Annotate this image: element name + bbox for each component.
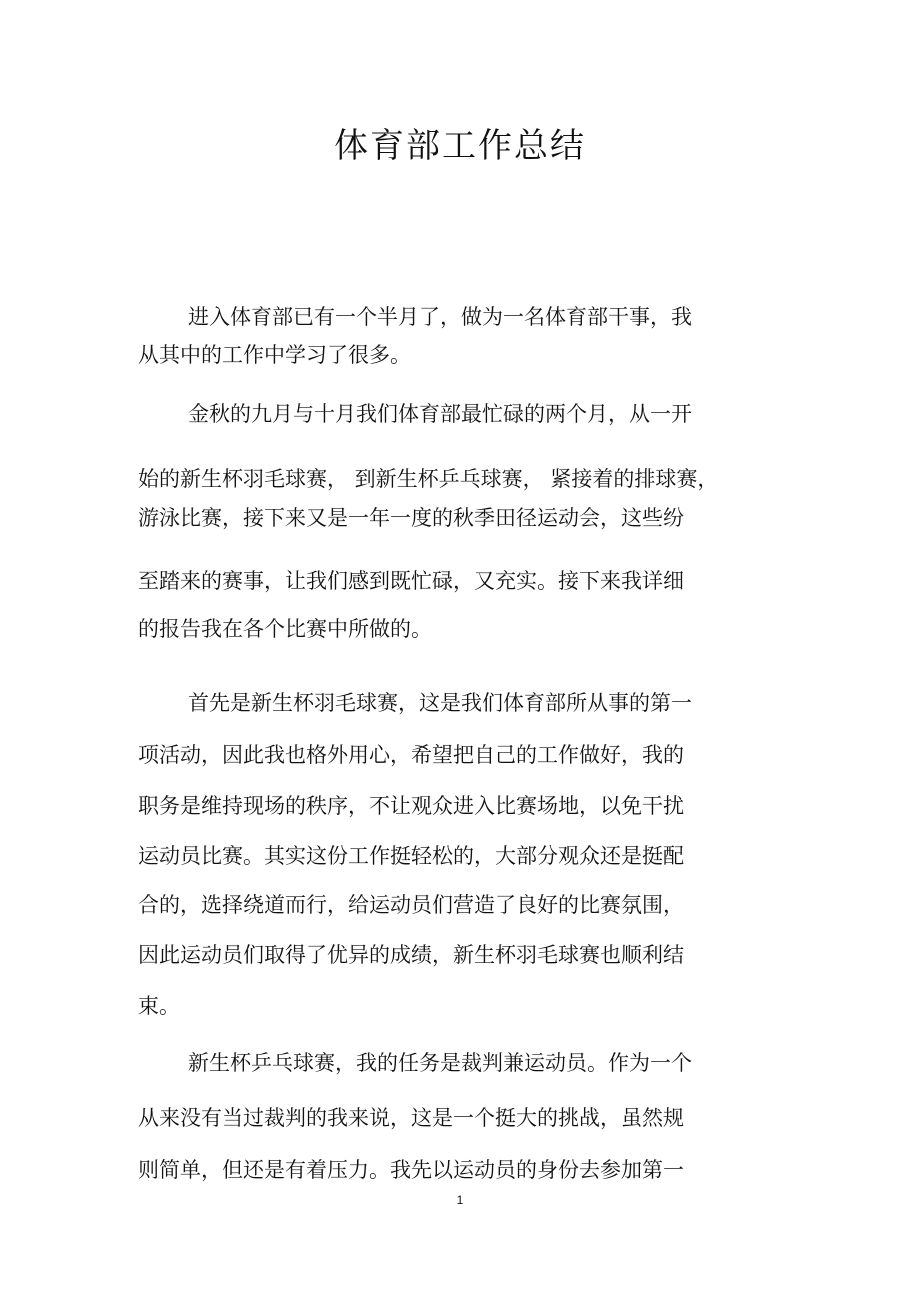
text-line: 游泳比赛，接下来又是一年一度的秋季田径运动会，这些纷: [138, 506, 684, 530]
text-line: 则简单，但还是有着压力。我先以运动员的身份去参加第一: [138, 1158, 684, 1182]
text-line: 职务是维持现场的秩序，不让观众进入比赛场地，以免干扰: [138, 794, 684, 818]
text-line: 的报告我在各个比赛中所做的。: [138, 617, 432, 641]
text-line: 束。: [138, 994, 180, 1018]
page-number: 1: [456, 1193, 464, 1207]
text-line: 合的，选择绕道而行，给运动员们营造了良好的比赛氛围，: [138, 893, 684, 917]
text-line: 始的新生杯羽毛球赛， 到新生杯乒乓球赛， 紧接着的排球赛，: [138, 467, 719, 491]
document-title: 体育部工作总结: [334, 126, 586, 166]
text-line: 进入体育部已有一个半月了，做为一名体育部干事，我: [188, 305, 692, 329]
text-line: 至踏来的赛事，让我们感到既忙碌，又充实。接下来我详细: [138, 569, 684, 593]
text-line: 从来没有当过裁判的我来说，这是一个挺大的挑战，虽然规: [138, 1106, 684, 1130]
text-line: 运动员比赛。其实这份工作挺轻松的，大部分观众还是挺配: [138, 844, 684, 868]
text-line: 从其中的工作中学习了很多。: [138, 343, 411, 367]
text-line: 金秋的九月与十月我们体育部最忙碌的两个月，从一开: [188, 402, 692, 426]
text-line: 项活动，因此我也格外用心，希望把自己的工作做好，我的: [138, 743, 684, 767]
text-line: 因此运动员们取得了优异的成绩，新生杯羽毛球赛也顺利结: [138, 943, 684, 967]
text-line: 新生杯乒乓球赛，我的任务是裁判兼运动员。作为一个: [188, 1051, 692, 1075]
text-line: 首先是新生杯羽毛球赛，这是我们体育部所从事的第一: [188, 691, 692, 715]
